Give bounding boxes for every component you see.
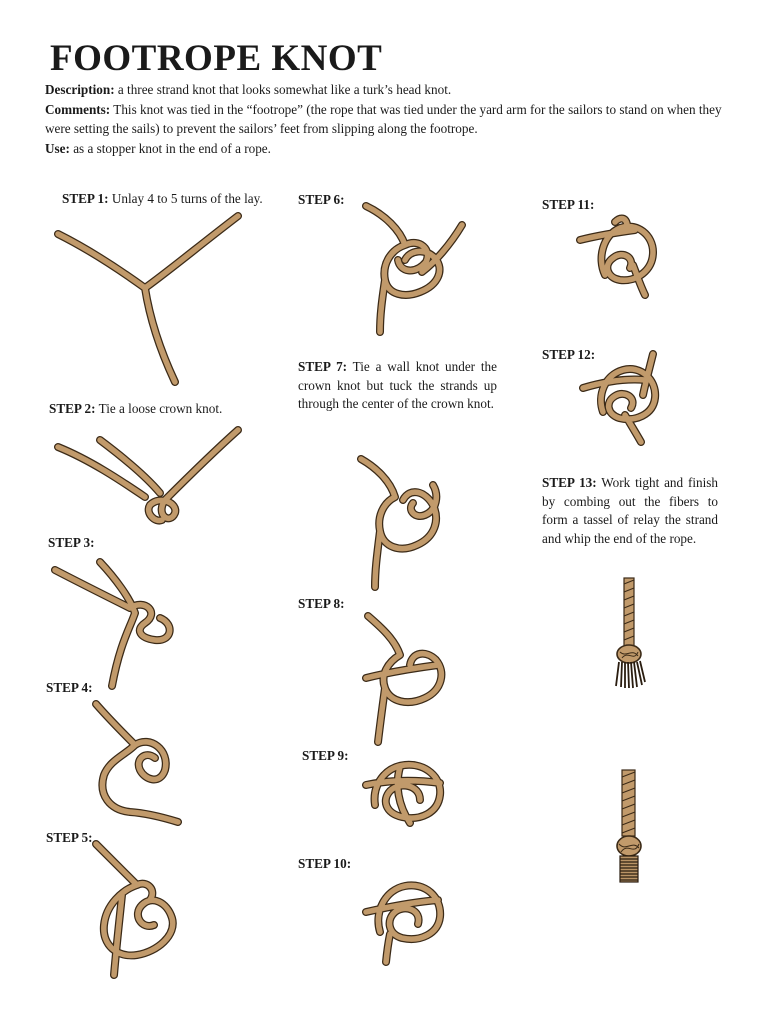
description-text: a three strand knot that looks somewhat like a turk’s head knot. [114, 82, 452, 97]
rope-icon [366, 206, 462, 332]
rope-icon [580, 219, 653, 296]
use-line [45, 139, 735, 159]
step-2-text: Tie a loose crown knot. [95, 401, 223, 416]
step-6-label: STEP 6: [298, 192, 345, 207]
step-13-text: Work tight and finish by combing out the fibers to form a tassel of relay the strand and whip the end of the rope. [542, 475, 718, 546]
step-4-illustration [90, 700, 190, 830]
step-5-illustration [92, 840, 192, 980]
step-13-caption [542, 474, 718, 548]
rope-icon [617, 770, 641, 882]
use-label: Use: [45, 140, 70, 156]
rope-icon [96, 704, 178, 822]
rope-icon [361, 459, 436, 587]
step-9-illustration [360, 755, 455, 830]
comments-line [45, 100, 735, 139]
step-7-caption [298, 358, 497, 414]
step-1-caption [62, 190, 263, 209]
step-3-caption [48, 534, 95, 553]
page-title: FOOTROPE KNOT [50, 38, 383, 79]
step-12-label: STEP 12: [542, 347, 596, 362]
step-9-caption [302, 747, 349, 766]
rope-icon [366, 765, 440, 823]
step-7-text: Tie a wall knot under the crown knot but tuck the strands up through the center of the crown knot. [298, 359, 497, 411]
rope-icon [55, 562, 170, 686]
step-3-illustration [50, 558, 190, 688]
step-6-caption [298, 191, 345, 210]
comments-text: This knot was tied in the “footrope” (the rope that was tied under the yard arm for the sailors to stand on when they were setting the sails) to prevent the sailors’ feet from slipping along the footrope. [45, 101, 722, 136]
step-3-label: STEP 3: [48, 535, 95, 550]
step-8-caption [298, 595, 345, 614]
step-2-label: STEP 2: [49, 401, 96, 416]
rope-icon [583, 354, 655, 442]
step-7-illustration [355, 455, 455, 595]
step-10-caption [298, 855, 351, 874]
rope-icon [58, 216, 238, 382]
step-12-illustration [575, 350, 665, 445]
step-1-illustration [50, 210, 250, 390]
step-5-caption [46, 829, 93, 848]
rope-icon [366, 616, 441, 742]
step-2-caption [49, 400, 222, 419]
step-6-illustration [360, 200, 470, 340]
step-2-illustration [50, 425, 250, 535]
rope-icon [96, 844, 173, 975]
use-text: as a stopper knot in the end of a rope. [69, 140, 271, 156]
step-13-tassel-illustration [612, 578, 648, 690]
rope-icon [616, 578, 645, 688]
step-9-label: STEP 9: [302, 748, 349, 763]
step-11-label: STEP 11: [542, 197, 595, 212]
step-1-text: Unlay 4 to 5 turns of the lay. [108, 191, 263, 206]
step-13-label: STEP 13: [542, 475, 597, 490]
step-13-whipped-illustration [612, 770, 648, 888]
comments-label: Comments: [45, 101, 111, 117]
step-4-label: STEP 4: [46, 680, 93, 695]
rope-icon [366, 885, 440, 962]
step-7-label: STEP 7: [298, 359, 348, 374]
step-5-label: STEP 5: [46, 830, 93, 845]
step-8-label: STEP 8: [298, 596, 345, 611]
description-line [45, 80, 735, 100]
step-10-illustration [360, 872, 455, 967]
rope-icon [58, 430, 238, 521]
intro-block [45, 80, 735, 158]
step-4-caption [46, 679, 93, 698]
description-label: Description: [45, 82, 115, 97]
step-11-illustration [575, 210, 665, 300]
step-1-label: STEP 1: [62, 191, 109, 206]
step-10-label: STEP 10: [298, 856, 352, 871]
step-8-illustration [360, 610, 455, 750]
